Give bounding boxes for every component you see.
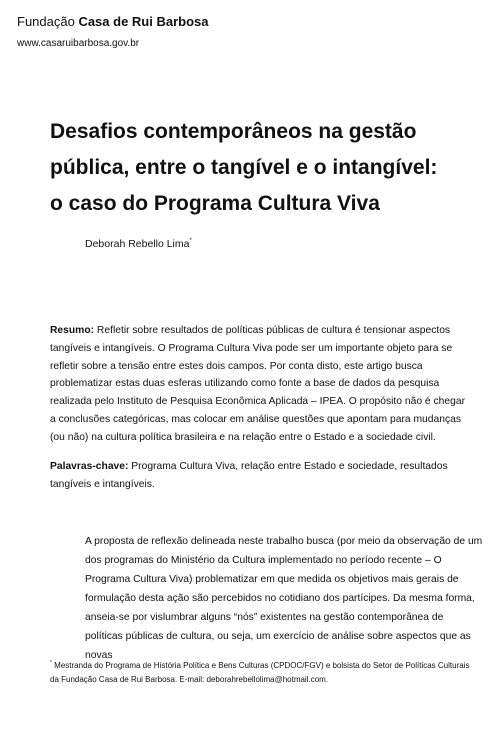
institution-name: Casa de Rui Barbosa bbox=[78, 14, 209, 29]
body-paragraph: A proposta de reflexão delineada neste trabalho busca (por meio da observação de um dos programas do Ministério da Cultura implementado no período recente – O Programa Cultura Viva) problematizar em que medida os objetivos mais gerais de formulação desta ação são percebidos no cotidiano dos partícipes. Da mesma forma, anseia-se por vislumbrar alguns “nós” existentes na gestão contemporânea de políticas públicas de cultura, ou seja, um exercício de análise sobre aspectos que as novas bbox=[85, 536, 483, 661]
author-line bbox=[85, 234, 192, 251]
abstract-label: Resumo: bbox=[50, 325, 95, 336]
keywords bbox=[50, 458, 470, 494]
paper-title bbox=[50, 114, 470, 222]
abstract bbox=[50, 322, 470, 447]
institution-url: www.casaruibarbosa.gov.br bbox=[17, 38, 140, 49]
title-line-3: o caso do Programa Cultura Viva bbox=[50, 192, 380, 215]
abstract-text: Refletir sobre resultados de políticas públicas de cultura é tensionar aspectos tangíveis e intangíveis. O Programa Cultura Viva pode ser um importante objeto para se refletir sobre a tensão entre estes dois campos. Por conta disto, este artigo busca problematizar estas duas esferas utilizando como fonte a base de dados da pesquisa realizada pelo Instituto de Pesquisa Econômica Aplicada – IPEA. O propósito não é chegar a conclusões categóricas, mas colocar em análise questões que apontam para mudanças (ou não) na cultura política brasileira e na relação entre o Estado e a sociedade civil. bbox=[50, 325, 465, 443]
keywords-label: Palavras-chave: bbox=[50, 461, 129, 472]
title-line-1: Desafios contemporâneos na gestão bbox=[50, 120, 417, 143]
title-line-2: pública, entre o tangível e o intangível: bbox=[50, 156, 438, 179]
institution-header bbox=[17, 14, 208, 30]
author-footnote-mark: * bbox=[189, 238, 192, 244]
footnote bbox=[50, 656, 470, 687]
footnote-text: Mestranda do Programa de História Política e Bens Culturas (CPDOC/FGV) e bolsista do Setor de Políticas Culturais da Fundação Casa de Rui Barbosa. E-mail: deborahrebellolima@hotmail.com. bbox=[50, 661, 470, 684]
institution-prefix: Fundação bbox=[17, 14, 79, 29]
author-name: Deborah Rebello Lima bbox=[85, 238, 190, 250]
footnote-mark: * bbox=[50, 660, 52, 666]
keywords-text: Programa Cultura Viva, relação entre Estado e sociedade, resultados tangíveis e intangíveis. bbox=[50, 461, 448, 490]
